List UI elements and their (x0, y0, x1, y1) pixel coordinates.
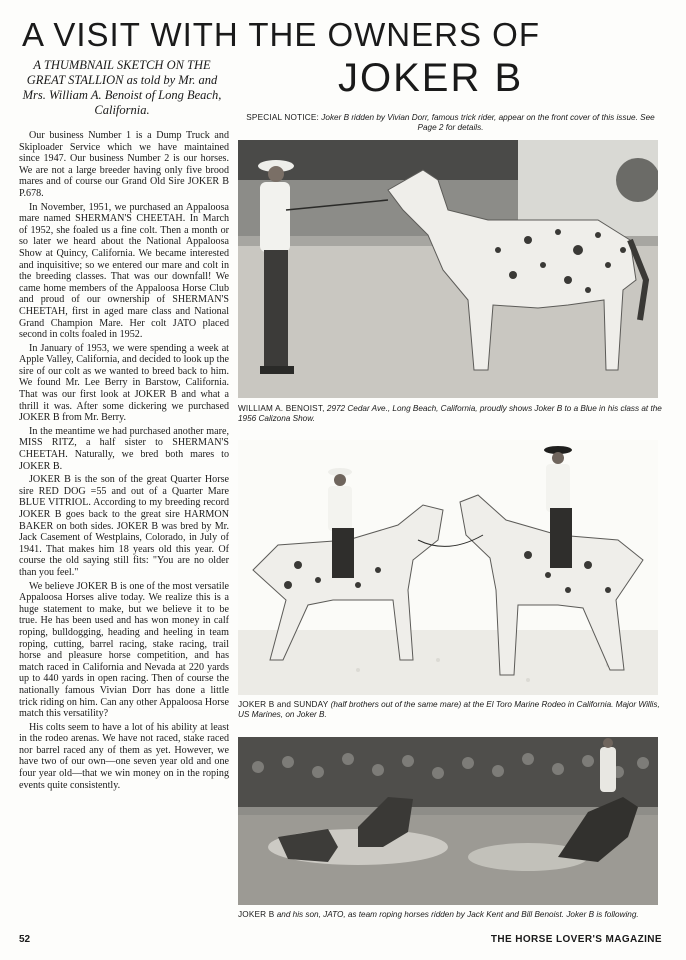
photo-joker-b-and-sunday (238, 440, 658, 695)
caption-photo-1 (238, 404, 663, 424)
special-notice (238, 113, 663, 133)
article-paragraph: In the meantime we had purchased another mare, MISS RITZ, a half sister to SHERMAN'S CHEETAH. Naturally, we bred both mares to JOKER B. (19, 425, 229, 472)
page-number: 52 (19, 934, 31, 945)
headline: A VISIT WITH THE OWNERS OF (22, 16, 540, 53)
notice-text: Joker B ridden by Vivian Dorr, famous trick rider, appear on the front cover of this issue. See Page 2 for details. (321, 113, 655, 132)
caption-text: and his son, JATO, as team roping horses ridden by Jack Kent and Bill Benoist. Joker B is following. (276, 910, 639, 919)
article-paragraph: His colts seem to have a lot of his ability at least in the rodeo arenas. We have not raced, stake raced nor barrel raced any of them as yet. However, we have two of our own—one seven year old and one four year old—that we win money on in the roping events quite consistently. (19, 721, 229, 791)
caption-text: 2972 Cedar Ave., Long Beach, California, proudly shows Joker B to a Blue in his class at the 1956 Calizona Show. (238, 404, 662, 423)
article-paragraph: Our business Number 1 is a Dump Truck and Skiploader Service which we have maintained since 1947. Our business Number 2 is our horses. We are not a large breeder having only five brood mares and of course our Grand Old Sire JOKER B P.678. (19, 130, 229, 199)
article-paragraph: JOKER B is the son of the great Quarter Horse sire RED DOG =55 and out of a Quarter Mare BLUE VITRIOL. According to my breeding record JOKER B goes back to the great sire HARMON BAKER on both sides. JOKER B was bred by Mr. Jack Casement of Westplains, Colorado, in July of 1941. That makes him 18 years old this year. Of course the old saying still fits: "You are no older than you feel." (19, 474, 229, 578)
subtitle: A THUMBNAIL SKETCH ON THE GREAT STALLION as told by Mr. and Mrs. William A. Benoist of Long Beach, California. (22, 58, 222, 117)
article-title: JOKER B (338, 56, 524, 100)
caption-lead: JOKER B (238, 910, 275, 919)
caption-lead: WILLIAM A. BENOIST, (238, 404, 325, 413)
photo-illustration (238, 140, 658, 398)
notice-lead: SPECIAL NOTICE: (246, 113, 320, 122)
photo-benoist-with-joker-b (238, 140, 658, 398)
magazine-name: THE HORSE LOVER'S MAGAZINE (490, 934, 662, 945)
article-paragraph: In November, 1951, we purchased an Appaloosa mare named SHERMAN'S CHEETAH. In March of 1952, she foaled us a fine colt. Then a month or so later we heard about the National Appaloosa Show at Quincy, California. We became interested and inquisitive; so we entered our mare and colt in the breeding classes. That was our downfall! We came home members of the Appaloosa Horse Club and proud of our ownership of SHERMAN'S CHEETAH, first in aged mare class and National Grand Champion Mare. Her colt JATO placed second in colts foaled in 1952. (19, 201, 229, 341)
article-body (19, 130, 229, 930)
photo-team-roping (238, 737, 658, 905)
article-paragraph: We believe JOKER B is one of the most versatile Appaloosa Horses alive today. We realize this is a huge statement to make, but we believe it to be true. He has been used and has won money in calf roping, bulldogging, heading and heeling in team roping, cutting, barrel racing, stake racing, trail horse and pleasure horse competition, and has match raced in California and Nevada at 220 yards up to 440 yards in open racing. Then of course the nationally famous Vivian Dorr has done a little trick riding on him. Can any other Appaloosa Horse match this versatility? (19, 580, 229, 720)
photo-illustration (238, 737, 658, 905)
photo-illustration (238, 440, 658, 695)
article-paragraph: In January of 1953, we were spending a week at Apple Valley, California, and decided to look up the sire of our colt as we wanted to breed back to him. We found Mr. Lee Berry in Barstow, California. That was our first look at JOKER B and what a thrill it was. After some dickering we purchased JOKER B from Mr. Berry. (19, 342, 229, 424)
caption-photo-3 (238, 910, 663, 920)
caption-text: (half brothers out of the same mare) at the El Toro Marine Rodeo in California. Major Willis, US Marines, on Joker B. (238, 700, 660, 719)
caption-photo-2 (238, 700, 663, 720)
caption-lead: JOKER B and SUNDAY (238, 700, 329, 709)
